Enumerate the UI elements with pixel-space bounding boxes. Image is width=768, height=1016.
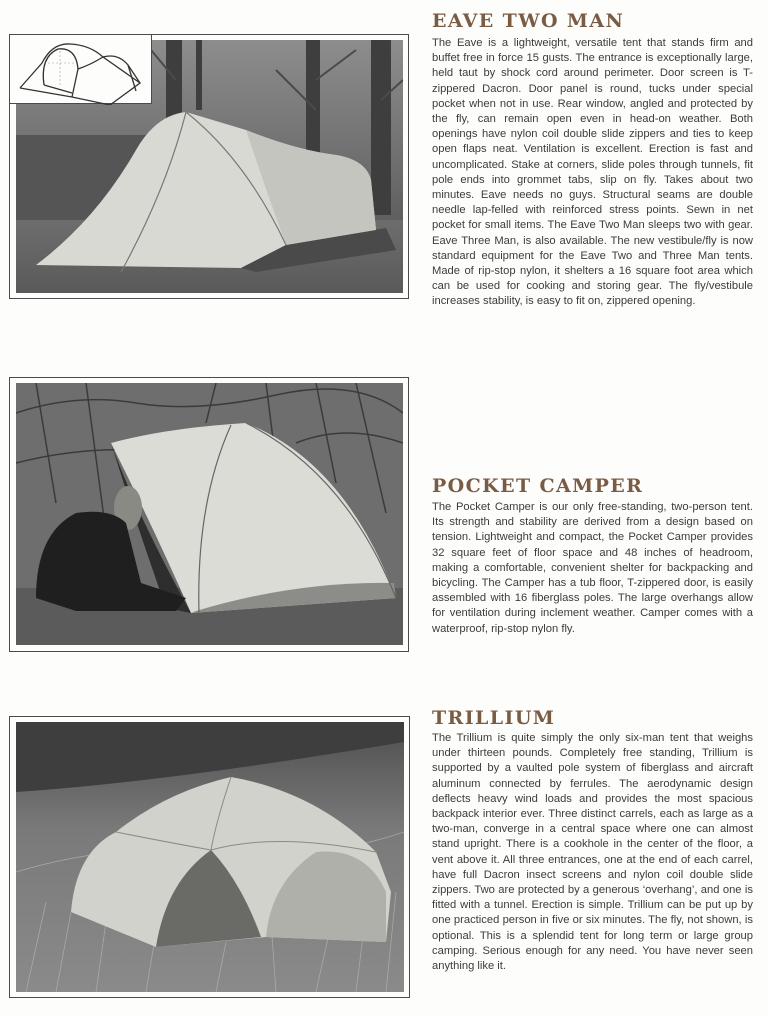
section-body-eave-two-man: The Eave is a lightweight, versatile tent that stands firm and buffet free in force 15 gusts. The entrance is exceptionally large, held taut by shock cord around perimeter. Door screen is T-zippered Dacron. Door panel is round, tucks under special pocket when not in use. Rear window, angled and protected by the fly, can remain open even in head-on weather. Both openings have nylon coil double slide zippers and ties to keep open flaps neat. Ventilation is excellent. Erection is fast and uncomplicated. Stake at corners, slide poles through tunnels, fit pole ends into grommet tabs, slip on fly. Takes about two minutes. Eave needs no guys. Structural seams are double needle lap-felled with reinforced stress points. Sewn in net pocket for small items. The Eave Two Man sleeps two with gear. Eave Three Man, is also available. The new vestibule/fly is now standard equipment for the Eave Two and Three Man tents. Made of rip-stop nylon, it shelters a 16 square foot area which can be used for cooking and storing gear. The fly/vestibule increases stability, is easy to fit on, zippered opening.: [432, 37, 753, 308]
section-body-trillium: The Trillium is quite simply the only six-man tent that weighs under thirteen pounds. Completely free standing, Trillium is supported by a vaulted pole system of fiberglass and aircraft aluminum connected by ferrules. The aerodynamic design deflects heavy wind loads and provides the most spacious backpack interior ever. Three distinct carrels, each as large as a two-man, converge in a central space where one can almost stand upright. There is a cookhole in the center of the floor, a vent above it. All three entrances, one at the end of each carrel, have full Dacron insect screens and nylon coil double slide zippers. Two are protected by a generous ‘overhang’, and one is fitted with a tunnel. Erection is simple. Trillium can be put up by one practiced person in five or six minutes. The fly, not shown, is optional. This is a splendid tent for long term or large group camping. Serious enough for any need. You have never seen anything like it.: [432, 732, 753, 973]
eave-inset-drawing-frame: [9, 34, 152, 104]
section-title-eave-two-man: EAVE TWO MAN: [432, 10, 625, 32]
section-title-pocket-camper: POCKET CAMPER: [432, 475, 644, 497]
eave-tent-line-drawing-icon: [10, 35, 153, 105]
trillium-tent-photo: [16, 722, 404, 992]
section-title-trillium: TRILLIUM: [432, 707, 556, 729]
pocket-camper-tent-photo: [16, 383, 403, 645]
section-body-pocket-camper: The Pocket Camper is our only free-standing, two-person tent. Its strength and stability are derived from a design based on tension. Lightweight and compact, the Pocket Camper provides 32 square feet of floor space and 48 inches of headroom, making a comfortable, convenient shelter for backpacking and bicycling. The Camper has a tub floor, T-zippered door, is easily assembled with 16 fiberglass poles. The large overhangs allow for ventilation during inclement weather. Camper comes with a waterproof, rip-stop nylon fly.: [432, 501, 753, 635]
